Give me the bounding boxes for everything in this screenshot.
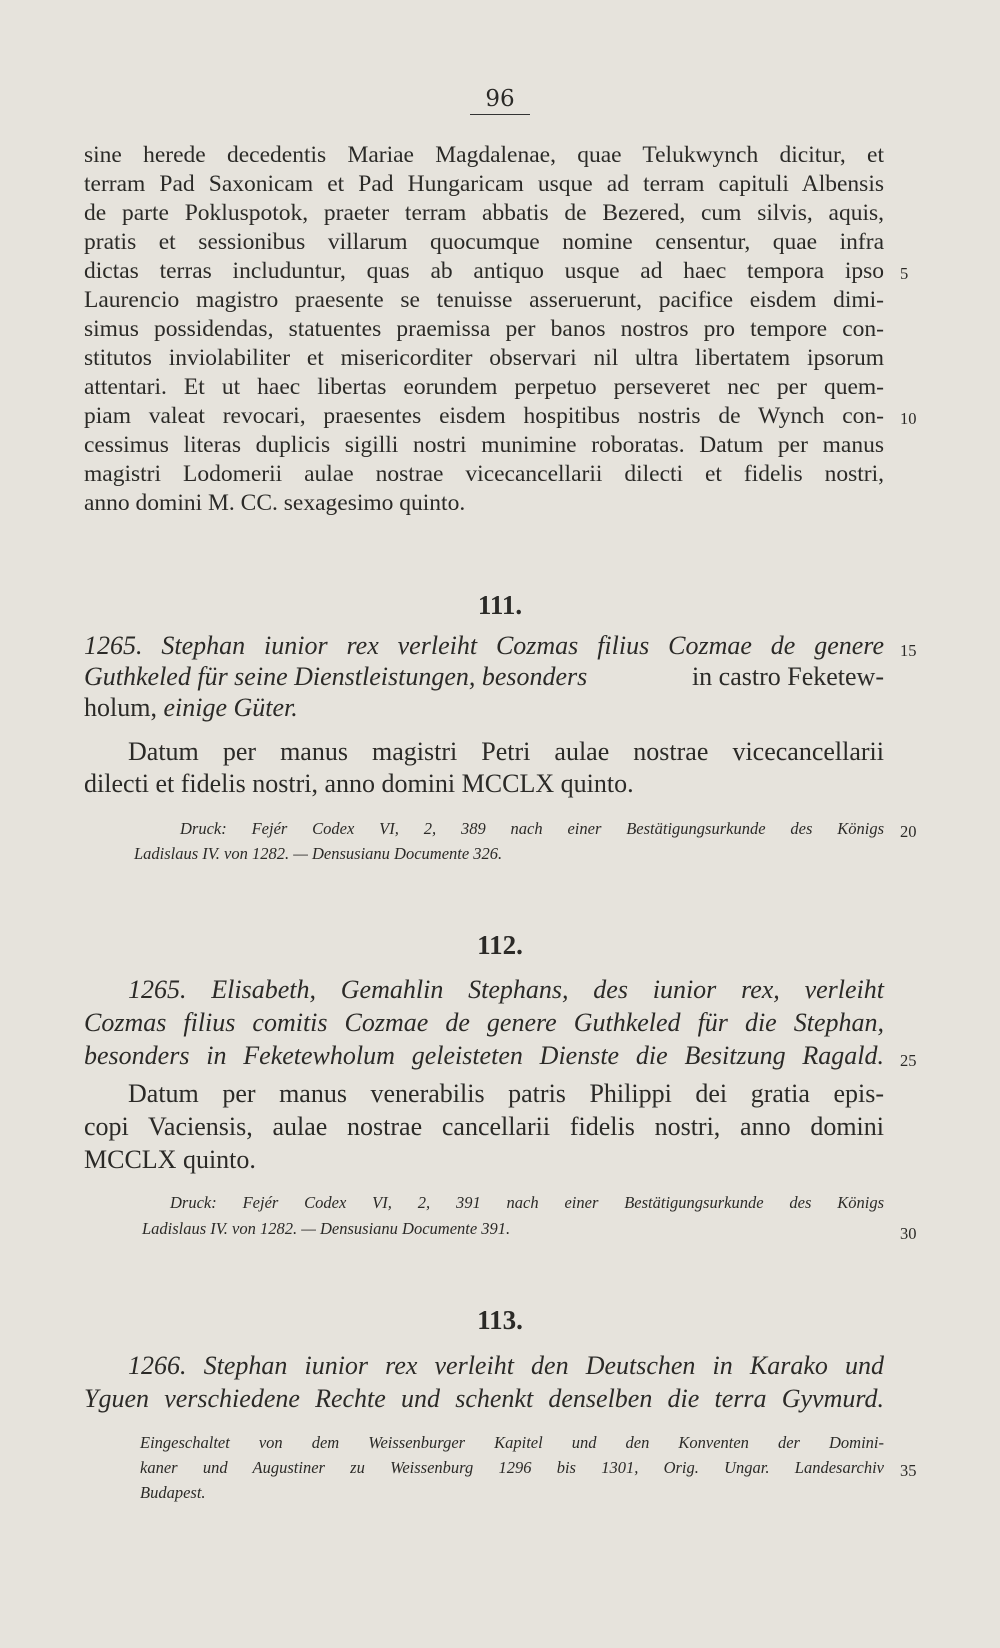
datum-line: Datum per manus venerabilis patris Philippi dei gratia epis- [128, 1079, 884, 1108]
regest-heading-line: 1265. Stephan iunior rex verleiht Cozmas filius Cozmae de genere [84, 631, 884, 660]
text-line: magistri Lodomerii aulae nostrae vicecancellarii dilecti et fidelis nostri, [84, 461, 884, 487]
margin-line-number: 25 [900, 1051, 917, 1070]
margin-line-number: 15 [900, 641, 917, 660]
print-note-line: Ladislaus IV. von 1282. — Densusianu Documente 326. [134, 844, 503, 863]
margin-line-number: 10 [900, 409, 917, 428]
regest-heading-line: besonders in Feketewholum geleisteten Dienste die Besitzung Ragald. [84, 1041, 884, 1070]
margin-line-number: 35 [900, 1461, 917, 1480]
text-line: Laurencio magistro praesente se tenuisse asseruerunt, pacifice eisdem dimi- [84, 287, 884, 313]
regest-heading-line: Cozmas filius comitis Cozmae de genere Guthkeled für die Stephan, [84, 1008, 884, 1037]
datum-line: Datum per manus magistri Petri aulae nostrae vicecancellarii [128, 737, 884, 766]
page-number: 96 [470, 86, 530, 115]
print-note-line: Budapest. [140, 1483, 206, 1502]
regest-heading-line [84, 694, 884, 722]
margin-line-number: 30 [900, 1224, 917, 1243]
datum-line: copi Vaciensis, aulae nostrae cancellarii fidelis nostri, anno domini [84, 1112, 884, 1141]
heading-roman-part: holum, [84, 693, 164, 722]
document-number: 112. [477, 930, 523, 960]
text-line: terram Pad Saxonicam et Pad Hungaricam usque ad terram capituli Albensis [84, 171, 884, 197]
text-line: sine herede decedentis Mariae Magdalenae, quae Telukwynch dicitur, et [84, 142, 884, 168]
print-note-line: kaner und Augustiner zu Weissenburg 1296 bis 1301, Orig. Ungar. Landesarchiv [140, 1458, 884, 1477]
print-note-line: Eingeschaltet von dem Weissenburger Kapitel und den Konventen der Domini- [140, 1433, 884, 1452]
heading-italic-part: Guthkeled für seine Dienstleistungen, besonders [84, 662, 588, 691]
datum-line: dilecti et fidelis nostri, anno domini MCCLX quinto. [84, 769, 634, 798]
margin-line-number: 5 [900, 264, 909, 283]
text-line: anno domini M. CC. sexagesimo quinto. [84, 490, 466, 516]
regest-heading-line [84, 663, 884, 691]
text-line: simus possidendas, statuentes praemissa per banos nostros pro tempore con- [84, 316, 884, 342]
heading-roman-part: in castro Feketew- [691, 662, 884, 691]
text-line: cessimus literas duplicis sigilli nostri munimine roboratas. Datum per manus [84, 432, 884, 458]
print-note-line: Ladislaus IV. von 1282. — Densusianu Documente 391. [142, 1219, 511, 1238]
regest-heading-line: 1265. Elisabeth, Gemahlin Stephans, des iunior rex, verleiht [128, 975, 884, 1004]
datum-line: MCCLX quinto. [84, 1145, 256, 1174]
heading-italic-part: einige Güter. [163, 693, 298, 722]
regest-heading-line: 1266. Stephan iunior rex verleiht den Deutschen in Karako und [128, 1351, 884, 1380]
regest-heading-line: Yguen verschiedene Rechte und schenkt denselben die terra Gyvmurd. [84, 1384, 884, 1413]
text-line: piam valeat revocari, praesentes eisdem hospitibus nostris de Wynch con- [84, 403, 884, 429]
document-number: 113. [477, 1305, 523, 1335]
text-line: stitutos inviolabiliter et misericorditer observari nil ultra libertatem ipsorum [84, 345, 884, 371]
text-line: pratis et sessionibus villarum quocumque nomine censentur, quae infra [84, 229, 884, 255]
margin-line-number: 20 [900, 822, 917, 841]
document-number: 111. [477, 590, 523, 620]
print-note-line: Druck: Fejér Codex VI, 2, 391 nach einer Bestätigungsurkunde des Königs [170, 1193, 884, 1212]
text-line: attentari. Et ut haec libertas eorundem perpetuo perseveret nec per quem- [84, 374, 884, 400]
text-line: dictas terras includuntur, quas ab antiquo usque ad haec tempora ipso [84, 258, 884, 284]
print-note-line: Druck: Fejér Codex VI, 2, 389 nach einer Bestätigungsurkunde des Königs [180, 819, 884, 838]
text-line: de parte Pokluspotok, praeter terram abbatis de Bezered, cum silvis, aquis, [84, 200, 884, 226]
